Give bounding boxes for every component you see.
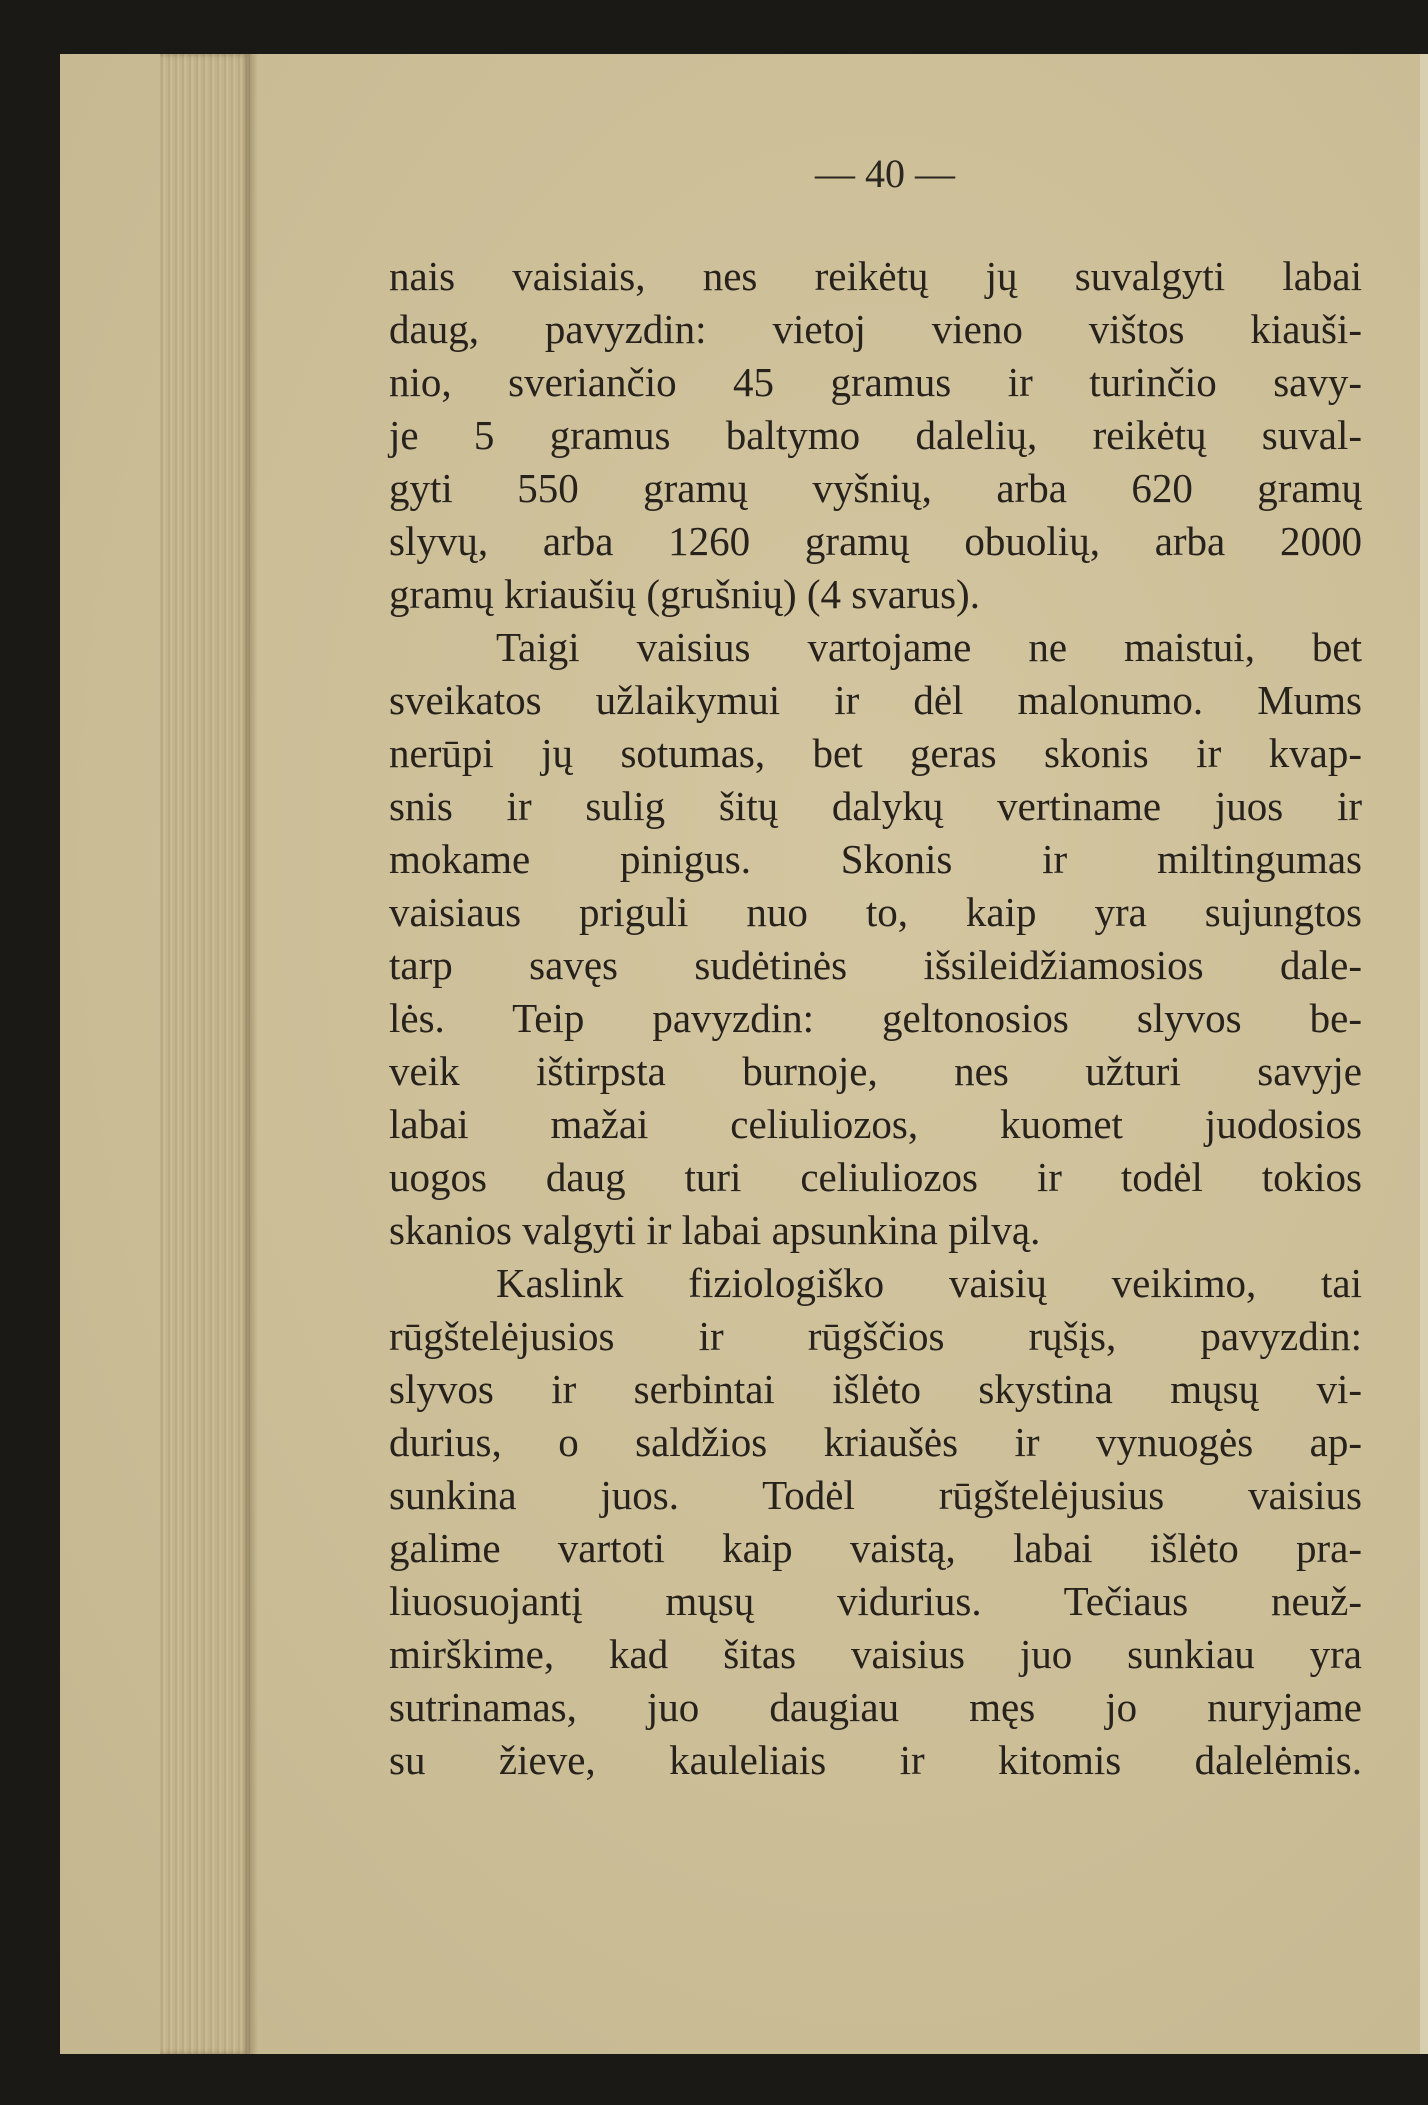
text-line: sveikatos užlaikymui ir dėl malonumo. Mums [389,677,1362,723]
text-line: su žieve, kauleliais ir kitomis dalelėmis. [389,1737,1362,1783]
text-line: snis ir sulig šitų dalykų vertiname juos ir [389,783,1362,829]
text-line: je 5 gramus baltymo dalelių, reikėtų suval- [389,412,1362,458]
text-line: nais vaisiais, nes reikėtų jų suvalgyti labai [389,253,1362,299]
text-line: daug, pavyzdin: vietoj vieno vištos kiauši- [389,306,1362,352]
text-line: gyti 550 gramų vyšnių, arba 620 gramų [389,465,1362,511]
text-line: galime vartoti kaip vaistą, labai išlėto pra- [389,1525,1362,1571]
text-line: lės. Teip pavyzdin: geltonosios slyvos be- [389,995,1362,1041]
text-line: sutrinamas, juo daugiau męs jo nuryjame [389,1684,1362,1730]
text-line: gramų kriaušių (grušnių) (4 svarus). [389,571,980,617]
text-line: liuosuojantį mųsų vidurius. Tečiaus neuž- [389,1578,1362,1624]
text-line: slyvų, arba 1260 gramų obuolių, arba 2000 [389,518,1362,564]
text-line: nerūpi jų sotumas, bet geras skonis ir kvap- [389,730,1362,776]
text-line: tarp savęs sudėtinės išsileidžiamosios dale- [389,942,1362,988]
text-line: mirškime, kad šitas vaisius juo sunkiau yra [389,1631,1362,1677]
gutter-shadow [250,54,258,2054]
text-line: mokame pinigus. Skonis ir miltingumas [389,836,1362,882]
page-edges [160,54,250,2054]
body-text [389,250,1362,1787]
text-line: labai mažai celiuliozos, kuomet juodosios [389,1101,1362,1147]
text-line: Taigi vaisius vartojame ne maistui, bet [496,624,1362,670]
text-line: nio, sveriančio 45 gramus ir turinčio savy- [389,359,1362,405]
right-page-edge [1420,54,1428,2054]
text-line: Kaslink fiziologiško vaisių veikimo, tai [496,1260,1362,1306]
page-number: — 40 — [815,151,955,196]
text-line: rūgštelėjusios ir rūgščios rųšįs, pavyzdin: [389,1313,1362,1359]
text-line: sunkina juos. Todėl rūgštelėjusius vaisius [389,1472,1362,1518]
text-line: durius, o saldžios kriaušės ir vynuogės ap- [389,1419,1362,1465]
text-line: veik ištirpsta burnoje, nes užturi savyje [389,1048,1362,1094]
text-line: slyvos ir serbintai išlėto skystina mųsų vi- [389,1366,1362,1412]
text-line: vaisiaus priguli nuo to, kaip yra sujungtos [389,889,1362,935]
text-line: skanios valgyti ir labai apsunkina pilvą. [389,1207,1041,1253]
text-line: uogos daug turi celiuliozos ir todėl tokios [389,1154,1362,1200]
